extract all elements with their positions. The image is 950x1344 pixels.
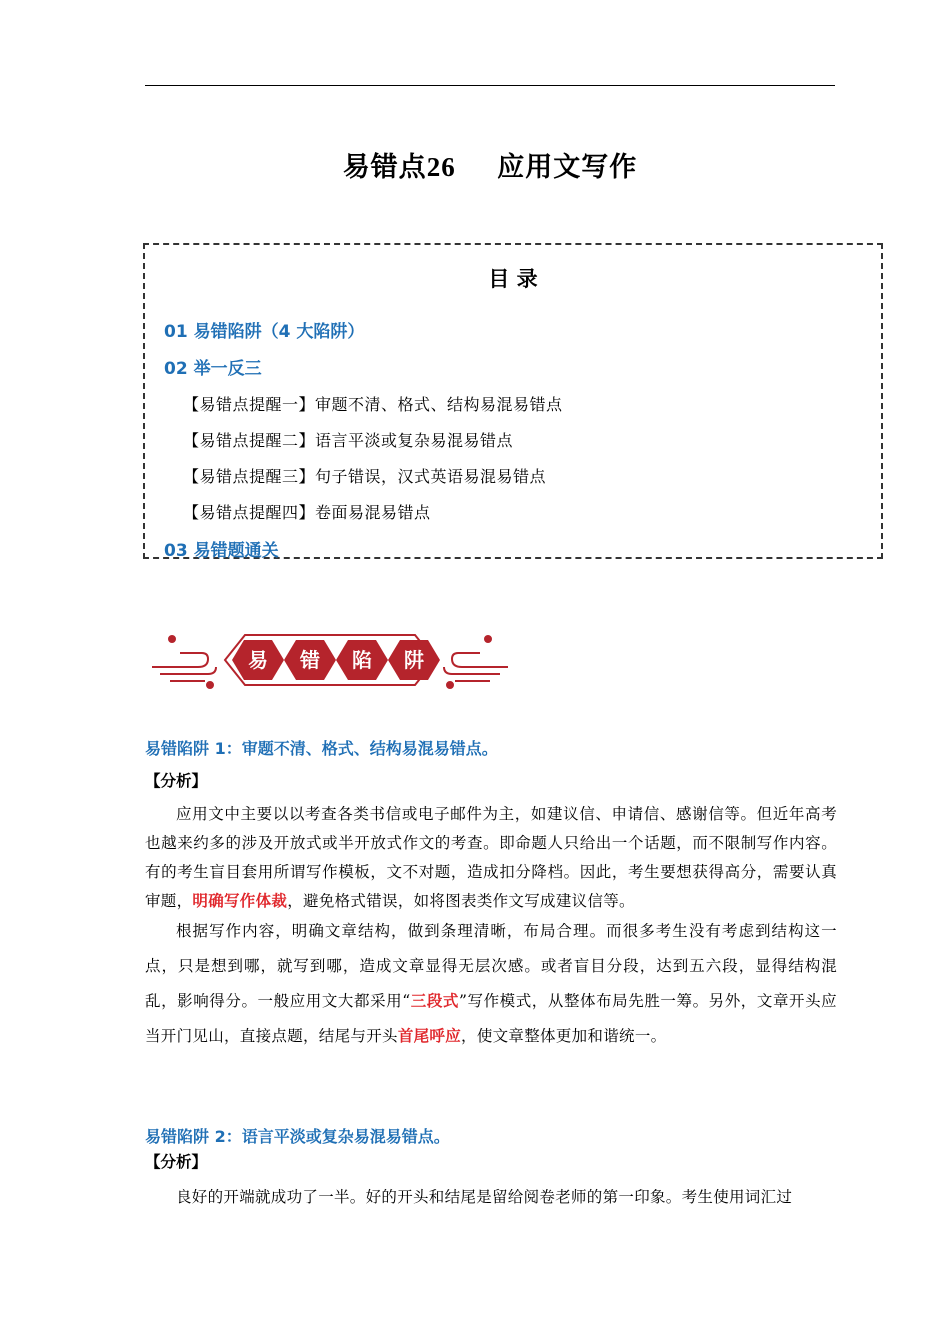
banner-char: 易 (248, 648, 268, 672)
section-banner (150, 625, 510, 695)
toc-section-1[interactable]: 01 易错陷阱（4 大陷阱） (164, 322, 365, 342)
header-rule (145, 85, 835, 86)
toc-item[interactable]: 【易错点提醒二】语言平淡或复杂易混易错点 (183, 431, 514, 450)
toc-item[interactable]: 【易错点提醒四】卷面易混易错点 (183, 503, 431, 522)
trap1-heading: 易错陷阱 1：审题不清、格式、结构易混易错点。 (145, 739, 498, 758)
banner-char: 阱 (404, 648, 424, 672)
right-ornament (444, 636, 508, 688)
trap1-paragraph-1: 应用文中主要以以考查各类书信或电子邮件为主，如建议信、申请信、感谢信等。但近年高考也越来约多的涉及开放式或半开放式作文的考查。即命题人只给出一个话题，而不限制写作内容。有的考生盲目套用所谓写作模板，文不对题，造成扣分降档。因此，考生要想获得高分，需要认真审题，明确写作体裁，避免格式错误，如将图表类作文写成建议信等。 (145, 805, 837, 910)
table-of-contents (143, 243, 883, 559)
analysis-tag: 【分析】 (145, 772, 208, 790)
toc-heading: 目 录 (488, 267, 538, 291)
banner-char: 错 (300, 648, 320, 672)
banner-char: 陷 (352, 648, 372, 672)
left-ornament (152, 636, 216, 688)
toc-section-2[interactable]: 02 举一反三 (164, 359, 262, 379)
trap1-paragraph-2: 根据写作内容，明确文章结构，做到条理清晰，布局合理。而很多考生没有考虑到结构这一点，只是想到哪，就写到哪，造成文章显得无层次感。或者盲目分段，达到五六段，显得结构混乱，影响得分。一般应用文大都采用“三段式”写作模式，从整体布局先胜一筹。另外，文章开头应当开门见山，直接点题，结尾与开头首尾呼应，使文章整体更加和谐统一。 (145, 922, 837, 1045)
trap2-paragraph-1: 良好的开端就成功了一半。好的开头和结尾是留给阅卷老师的第一印象。考生使用词汇过 (176, 1188, 793, 1206)
trap2-heading: 易错陷阱 2：语言平淡或复杂易混易错点。 (145, 1127, 450, 1146)
toc-item[interactable]: 【易错点提醒三】句子错误，汉式英语易混易错点 (183, 467, 547, 486)
analysis-tag: 【分析】 (145, 1153, 208, 1171)
page-title: 易错点26 应用文写作 (342, 152, 638, 183)
toc-item[interactable]: 【易错点提醒一】审题不清、格式、结构易混易错点 (183, 395, 563, 414)
toc-section-3[interactable]: 03 易错题通关 (164, 541, 279, 561)
